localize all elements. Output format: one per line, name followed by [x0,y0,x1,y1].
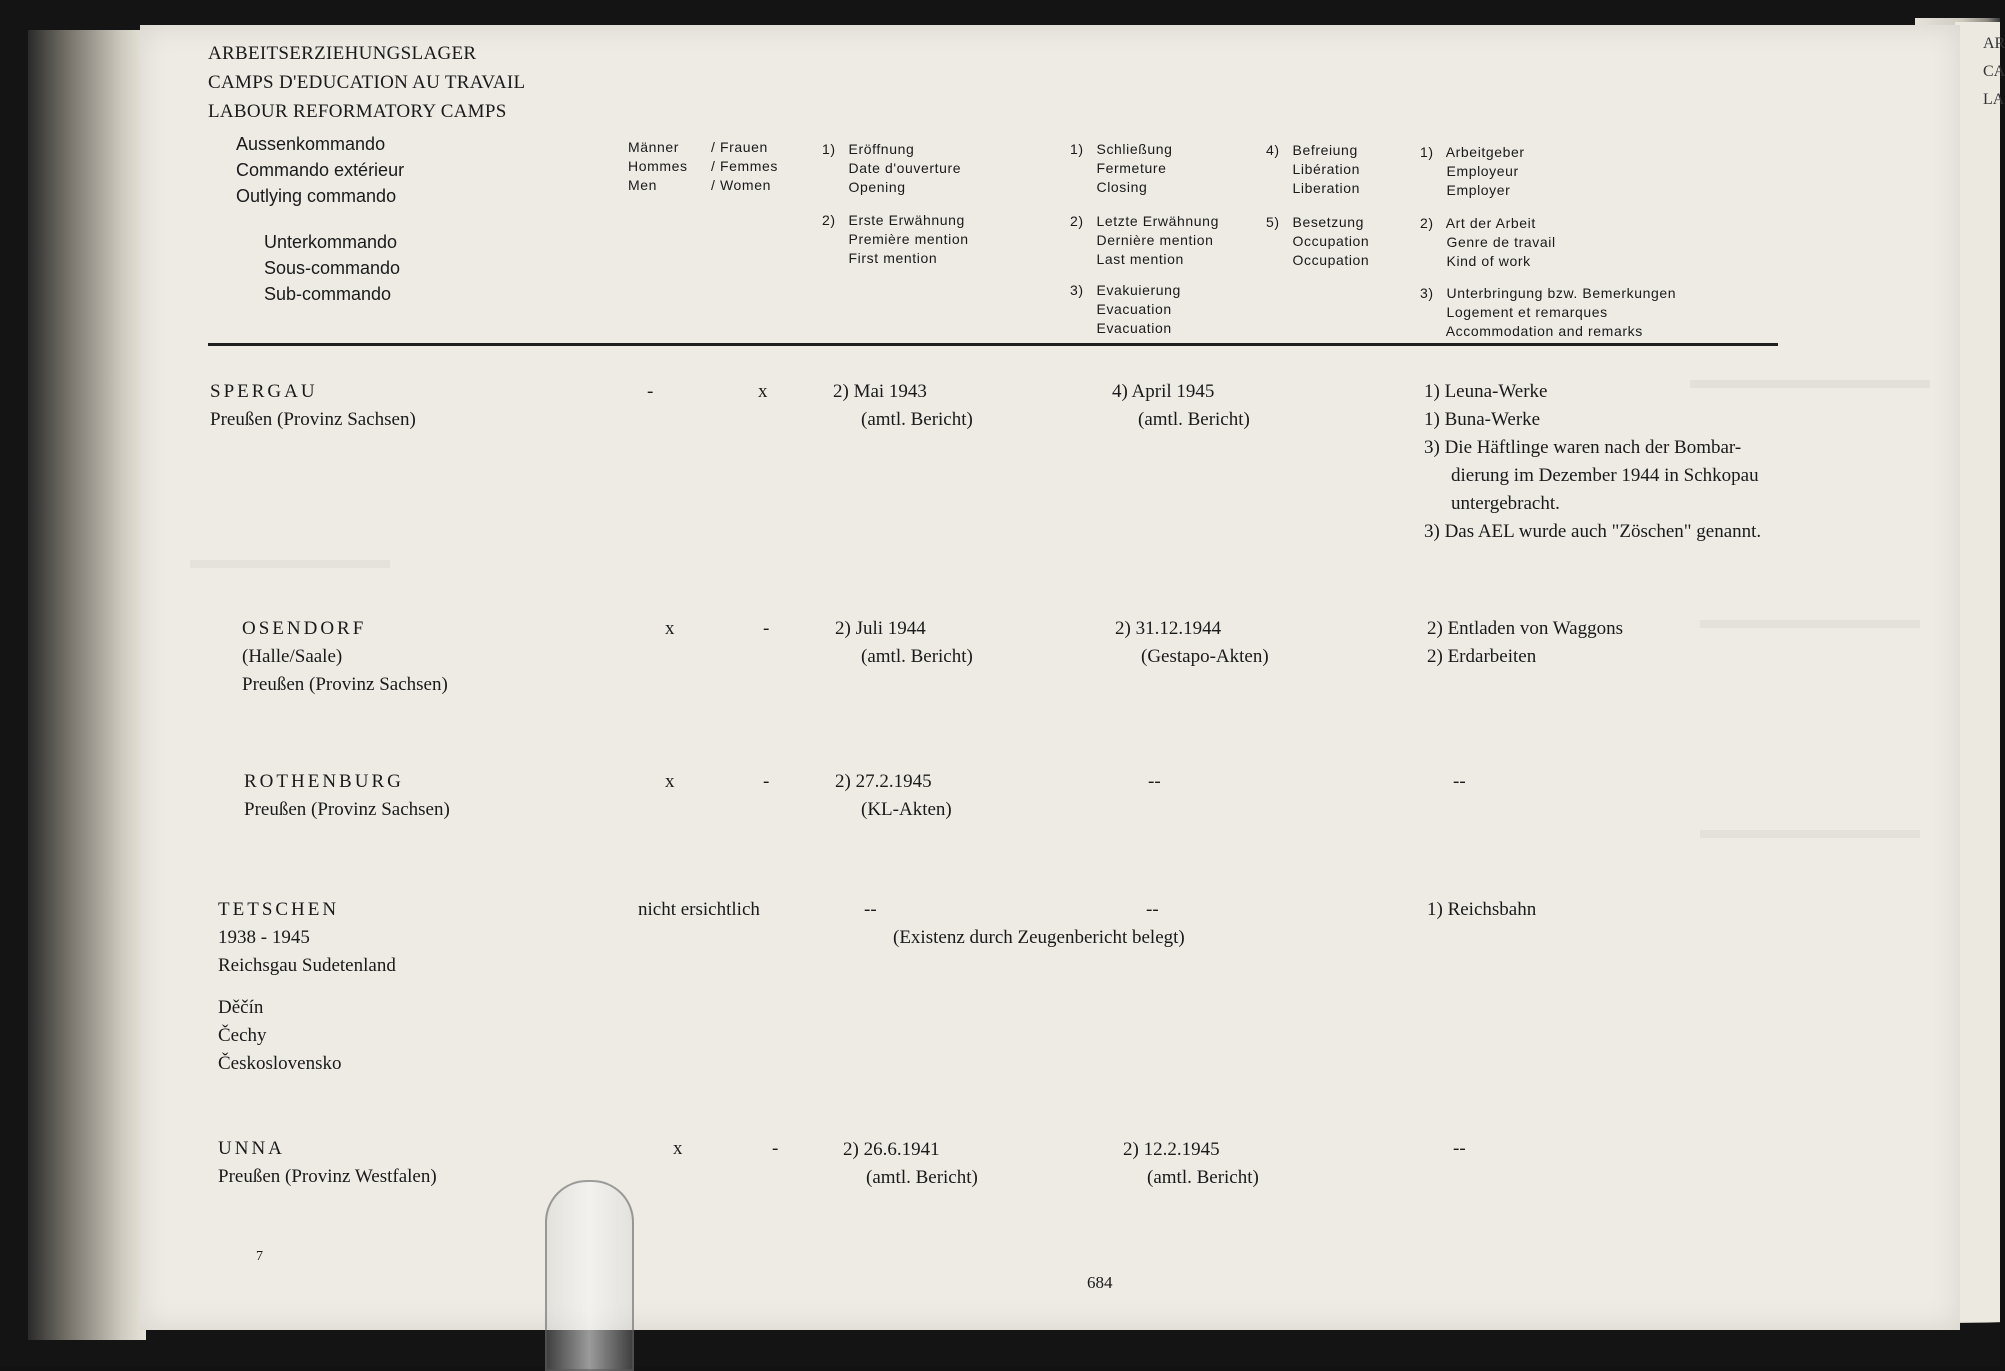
header-employer: 1) Arbeitgeber Employeur Employer [1420,144,1525,198]
entry-osendorf-last-mention: 2) 31.12.1944 (Gestapo-Akten) [1115,618,1269,667]
header-outlying-commando: Aussenkommando Commando extérieur Outlying commando [236,134,405,206]
entry-osendorf-women: - [763,618,770,639]
bookmark-clip [545,1180,634,1371]
entry-unna-last-mention: 2) 12.2.1945 (amtl. Bericht) [1123,1139,1259,1188]
entry-rothenburg-first-mention: 2) 27.2.1945 (KL-Akten) [835,771,952,820]
right-page-edge-text: AR CA LA [1983,35,2005,108]
page-title-en: LABOUR REFORMATORY CAMPS [208,101,507,122]
entry-rothenburg-location: ROTHENBURG Preußen (Provinz Sachsen) [244,768,450,824]
camp-name: ROTHENBURG [244,771,404,792]
header-last-mention: 2) Letzte Erwähnung Dernière mention Last mention [1070,213,1219,267]
entry-rothenburg-men: x [665,771,675,792]
camp-name: TETSCHEN [218,899,340,920]
header-opening: 1) Eröffnung Date d'ouverture Opening [822,141,962,195]
entry-unna-location: UNNA Preußen (Provinz Westfalen) [218,1135,437,1191]
header-accommodation: 3) Unterbringung bzw. Bemerkungen Logement et remarques Accommodation and remarks [1420,285,1677,339]
header-closing: 1) Schließung Fermeture Closing [1070,141,1173,195]
camp-name: UNNA [218,1138,285,1159]
entry-unna-men: x [673,1138,683,1159]
entry-tetschen-evidence: (Existenz durch Zeugenbericht belegt) [893,927,1185,948]
entry-spergau-men: - [647,381,654,402]
entry-osendorf-first-mention: 2) Juli 1944 (amtl. Bericht) [835,618,973,667]
bleed-through-block [190,560,390,608]
book-left-edge [28,30,146,1340]
page-title-de: ARBEITSERZIEHUNGSLAGER [208,43,477,64]
entry-spergau-opening: 2) Mai 1943 (amtl. Bericht) [833,381,973,430]
entry-rothenburg-women: - [763,771,770,792]
header-divider [208,343,1778,346]
camp-name: SPERGAU [210,381,318,402]
header-kind-of-work: 2) Art der Arbeit Genre de travail Kind of work [1420,215,1556,269]
header-liberation: 4) Befreiung Libération Liberation [1266,142,1360,196]
entry-osendorf-location: OSENDORF (Halle/Saale) Preußen (Provinz Sachsen) [242,615,448,699]
right-page-strip [1955,22,2000,1322]
entry-unna-first-mention: 2) 26.6.1941 (amtl. Bericht) [843,1139,978,1188]
entry-spergau-remarks: 1) Leuna-Werke 1) Buna-Werke 3) Die Häftlinge waren nach der Bombar- dierung im Dezember 1944 in Schkopau untergebracht. 3) Das AEL wurde auch "Zöschen" genannt. [1424,381,1762,542]
camp-name: OSENDORF [242,618,367,639]
page-number: 684 [1087,1273,1113,1292]
entry-spergau-women: x [758,381,768,402]
stray-mark: 7 [256,1249,263,1264]
page-title-fr: CAMPS D'EDUCATION AU TRAVAIL [208,72,526,93]
entry-tetschen-first-mention: -- [864,899,877,920]
entry-tetschen-gender: nicht ersichtlich [638,899,760,920]
entry-osendorf-remarks: 2) Entladen von Waggons 2) Erdarbeiten [1427,618,1624,667]
bleed-through-block [1700,830,1920,878]
entry-unna-remarks: -- [1453,1138,1466,1159]
entry-rothenburg-last-mention: -- [1148,771,1161,792]
entry-spergau-closing: 4) April 1945 (amtl. Bericht) [1112,381,1250,430]
header-occupation: 5) Besetzung Occupation Occupation [1266,214,1370,268]
bleed-through-block [1700,620,1920,668]
header-evacuation: 3) Evakuierung Evacuation Evacuation [1070,282,1181,336]
entry-tetschen-remarks: 1) Reichsbahn [1427,899,1537,920]
entry-tetschen-last-mention: -- [1146,899,1159,920]
header-sub-commando: Unterkommando Sous-commando Sub-commando [264,232,401,304]
entry-unna-women: - [772,1138,779,1159]
entry-tetschen-location: TETSCHEN 1938 - 1945 Reichsgau Sudetenland Děčín Čechy Československo [218,896,396,1078]
entry-rothenburg-remarks: -- [1453,771,1466,792]
header-gender: Männer / Frauen Hommes / Femmes Men / Women [628,139,779,193]
entry-osendorf-men: x [665,618,675,639]
entry-spergau-location: SPERGAU Preußen (Provinz Sachsen) [210,378,416,434]
header-first-mention: 2) Erste Erwähnung Première mention First mention [822,212,969,266]
